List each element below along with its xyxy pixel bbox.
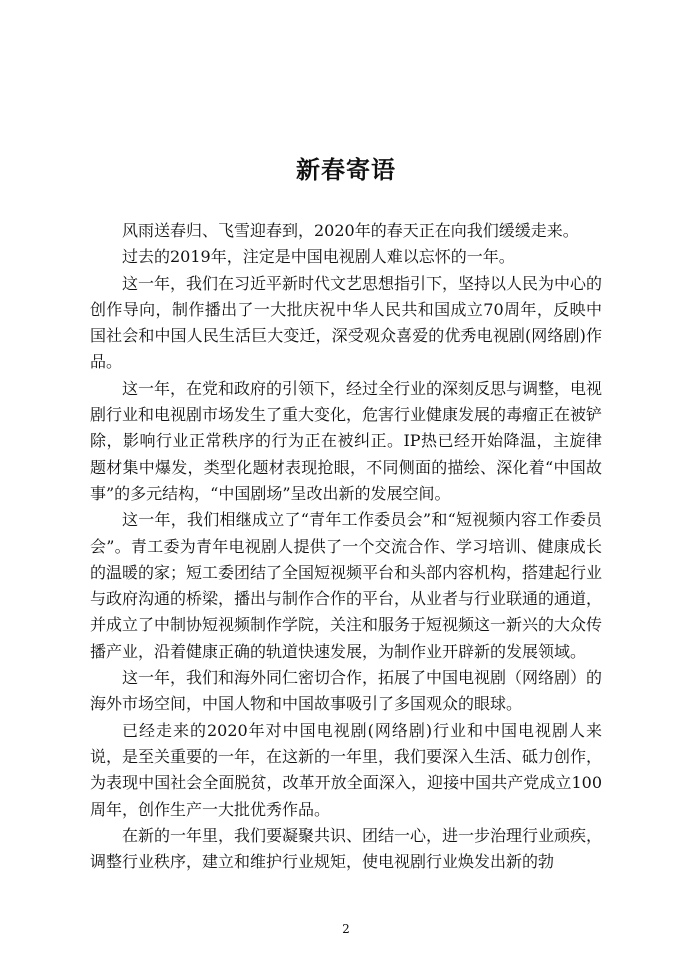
paragraph: 在新的一年里，我们要凝聚共识、团结一心，进一步治理行业顽疾，调整行业秩序，建立和维护行业规矩，使电视剧行业焕发出新的勃 [90,825,603,872]
paragraph: 这一年，我们和海外同仁密切合作，拓展了中国电视剧（网络剧）的海外市场空间，中国人物和中国故事吸引了多国观众的眼球。 [90,668,603,714]
paragraph: 这一年，在党和政府的引领下，经过全行业的深刻反思与调整，电视剧行业和电视剧市场发生了重大变化，危害行业健康发展的毒瘤正在被铲除，影响行业正常秩序的行为正在被纠正。IP热已经开始降温，主旋律题材集中爆发，类型化题材表现抢眼，不同侧面的描绘、深化着“中国故事”的多元结构，“中国剧场”呈改出新的发展空间。 [90,378,603,503]
paragraph: 这一年，我们相继成立了“青年工作委员会”和“短视频内容工作委员会”。青工委为青年电视剧人提供了一个交流合作、学习培训、健康成长的温暖的家；短工委团结了全国短视频平台和头部内容机构，搭建起行业与政府沟通的桥梁，播出与制作合作的平台，从业者与行业联通的通道，并成立了中制协短视频制作学院，关注和服务于短视频这一新兴的大众传播产业，沿着健康正确的轨道快速发展，为制作业开辟新的发展领域。 [90,510,603,661]
article-body [90,218,602,875]
paragraph: 过去的2019年，注定是中国电视剧人难以忘怀的一年。 [122,247,515,267]
paragraph: 风雨送春归、飞雪迎春到，2020年的春天正在向我们缓缓走来。 [122,221,579,240]
page-number: 2 [342,922,350,936]
page-title: 新春寄语 [296,155,396,184]
paragraph: 已经走来的2020年对中国电视剧(网络剧)行业和中国电视剧人来说，是至关重要的一年，在这新的一年里，我们要深入生活、砥力创作，为表现中国社会全面脱贫，改革开放全面深入，迎接中国共产党成立100周年，创作生产一大批优秀作品。 [90,720,603,819]
paragraph: 这一年，我们在习近平新时代文艺思想指引下，坚持以人民为中心的创作导向，制作播出了一大批庆祝中华人民共和国成立70周年，反映中国社会和中国人民生活巨大变迁，深受观众喜爱的优秀电视剧(网络剧)作品。 [90,273,603,372]
